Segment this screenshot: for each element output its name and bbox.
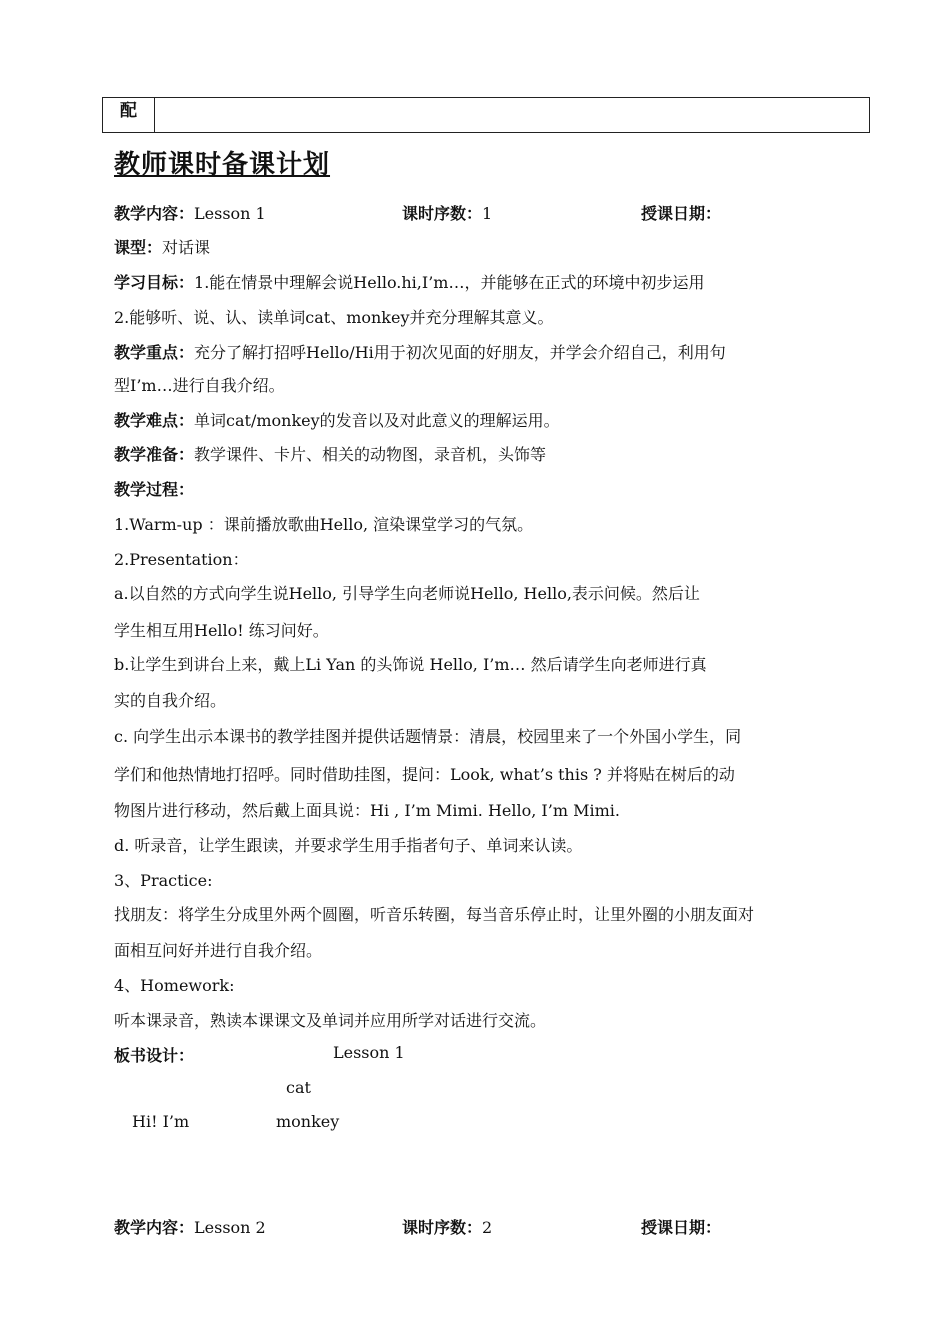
- order-value: 2: [482, 1218, 493, 1237]
- prep-row: [114, 442, 546, 465]
- goal-row: [114, 270, 704, 293]
- board-label: 板书设计：: [114, 1046, 195, 1065]
- practice-1: 找朋友：将学生分成里外两个圆圈，听音乐转圈，每当音乐停止时，让里外圈的小朋友面对: [114, 905, 755, 924]
- process-a-1: a.以自然的方式向学生说Hello, 引导学生向老师说Hello, Hello,表示问候。然后让: [114, 584, 700, 603]
- process-b-2: 实的自我介绍。: [114, 691, 227, 710]
- process-a-2: 学生相互用Hello! 练习问好。: [114, 621, 329, 640]
- order-value: 1: [482, 204, 493, 223]
- lesson1-order: [402, 201, 492, 224]
- lesson2-order: [402, 1215, 492, 1238]
- diff-label: 教学难点：: [114, 411, 195, 430]
- lesson1-content-row: [114, 201, 266, 224]
- board-cat: cat: [286, 1078, 311, 1097]
- process-c-1: c. 向学生出示本课书的教学挂图并提供话题情景：清晨，校园里来了一个外国小学生，同: [114, 727, 742, 746]
- content-label: 教学内容：: [114, 1218, 195, 1237]
- process-c-3: 物图片进行移动，然后戴上面具说：Hi , I’m Mimi. Hello, I’m Mimi.: [114, 801, 620, 820]
- order-label: 课时序数：: [402, 1218, 483, 1237]
- goal-1: 1.能在情景中理解会说Hello.hi,I’m…，并能够在正式的环境中初步运用: [194, 273, 705, 292]
- practice-heading: 3、Practice:: [114, 871, 213, 890]
- process-d: d. 听录音，让学生跟读，并要求学生用手指者句子、单词来认读。: [114, 836, 583, 855]
- type-label: 课型：: [114, 238, 163, 257]
- process-b-1: b.让学生到讲台上来，戴上Li Yan 的头饰说 Hello, I’m… 然后请学生向老师进行真: [114, 655, 707, 674]
- content-value: Lesson 1: [194, 204, 266, 223]
- homework-heading: 4、Homework:: [114, 976, 235, 995]
- diff-row: [114, 408, 560, 431]
- practice-2: 面相互问好并进行自我介绍。: [114, 941, 323, 960]
- goal-label: 学习目标：: [114, 273, 195, 292]
- prep-label: 教学准备：: [114, 445, 195, 464]
- homework-1: 听本课录音，熟读本课课文及单词并应用所学对话进行交流。: [114, 1011, 547, 1030]
- lesson2-date-label: 授课日期：: [641, 1218, 722, 1237]
- key-2: 型I’m…进行自我介绍。: [114, 376, 285, 395]
- lesson1-date-label: 授课日期：: [641, 204, 722, 223]
- order-label: 课时序数：: [402, 204, 483, 223]
- diff-value: 单词cat/monkey的发音以及对此意义的理解运用。: [194, 411, 560, 430]
- process-1: 1.Warm-up ：课前播放歌曲Hello, 渲染课堂学习的气氛。: [114, 515, 534, 534]
- lesson2-content-row: [114, 1215, 266, 1238]
- key-label: 教学重点：: [114, 343, 195, 362]
- process-c-2: 学们和他热情地打招呼。同时借助挂图，提问：Look, what’s this ? 并将贴在树后的动: [114, 765, 735, 784]
- page-title: 教师课时备课计划: [114, 150, 331, 180]
- key-1: 充分了解打招呼Hello/Hi用于初次见面的好朋友，并学会介绍自己，利用句: [194, 343, 726, 362]
- type-row: [114, 235, 210, 258]
- process-2: 2.Presentation：: [114, 550, 249, 569]
- content-value: Lesson 2: [194, 1218, 266, 1237]
- board-hi: Hi! I’m: [132, 1112, 190, 1131]
- header-table: [102, 97, 870, 133]
- process-label: 教学过程：: [114, 480, 195, 499]
- prep-value: 教学课件、卡片、相关的动物图，录音机，头饰等: [194, 445, 547, 464]
- type-value: 对话课: [162, 238, 211, 257]
- board-title: Lesson 1: [333, 1043, 405, 1062]
- board-monkey: monkey: [276, 1112, 340, 1131]
- key-row: [114, 340, 726, 363]
- header-cell: 配: [103, 98, 155, 132]
- goal-2: 2.能够听、说、认、读单词cat、monkey并充分理解其意义。: [114, 308, 554, 327]
- content-label: 教学内容：: [114, 204, 195, 223]
